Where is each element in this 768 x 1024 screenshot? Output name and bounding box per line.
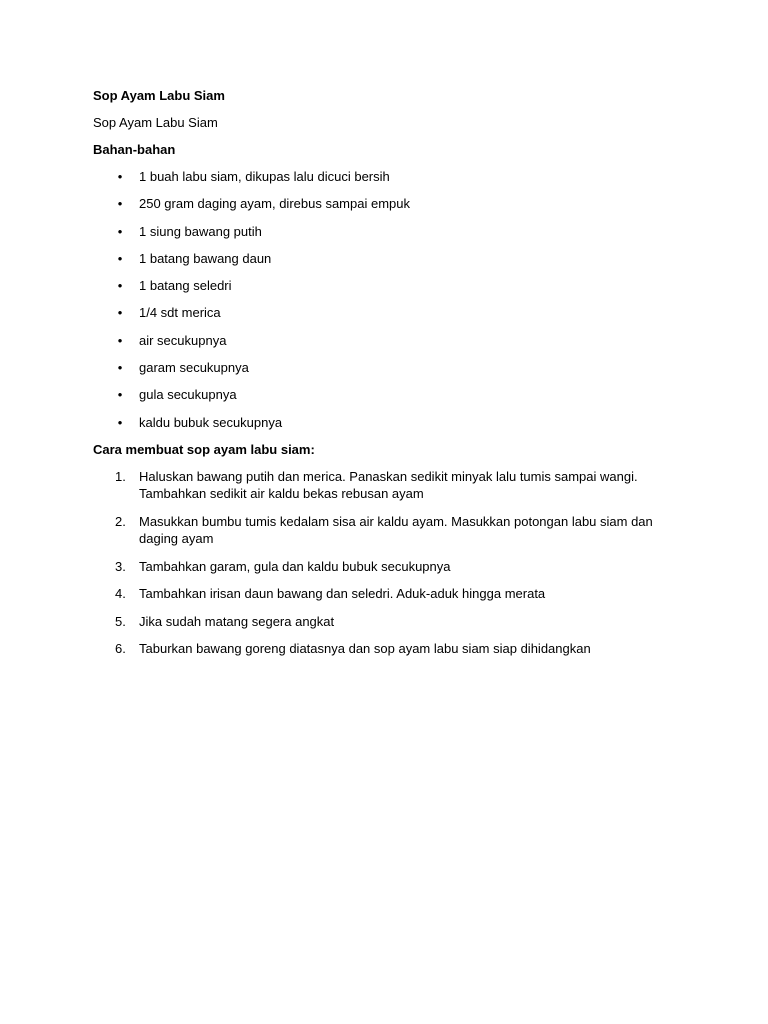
bullet-icon: •	[117, 332, 123, 348]
bullet-icon: •	[117, 169, 123, 184]
ingredient-item	[93, 359, 673, 376]
bullet-icon: •	[117, 278, 123, 294]
bullet-icon: •	[117, 387, 123, 403]
step-item	[93, 468, 673, 503]
step-text: Taburkan bawang goreng diatasnya dan sop ayam labu siam siap dihidangkan	[139, 641, 591, 657]
method-heading: Cara membuat sop ayam labu siam:	[93, 441, 315, 457]
ingredient-item	[93, 414, 673, 431]
ingredient-item	[93, 195, 673, 212]
step-number: 3.	[115, 558, 126, 574]
document-subtitle: Sop Ayam Labu Siam	[93, 115, 218, 130]
ingredient-text: kaldu bubuk secukupnya	[139, 414, 283, 430]
ingredient-text: garam secukupnya	[139, 360, 249, 376]
ingredient-item	[93, 332, 673, 349]
ingredient-text: 1/4 sdt merica	[139, 305, 221, 321]
ingredient-text: 1 batang bawang daun	[139, 250, 272, 266]
step-number: 5.	[115, 613, 126, 629]
step-number: 1.	[115, 468, 126, 484]
step-text: Masukkan bumbu tumis kedalam sisa air kaldu ayam. Masukkan potongan labu siam dan daging ayam	[139, 513, 653, 547]
ingredient-item	[93, 250, 673, 267]
step-item	[93, 640, 673, 658]
step-item	[93, 513, 673, 548]
ingredient-text: gula secukupnya	[139, 387, 237, 403]
step-item	[93, 585, 673, 603]
ingredient-item	[93, 223, 673, 240]
step-text: Tambahkan garam, gula dan kaldu bubuk secukupnya	[139, 558, 451, 574]
steps-list	[93, 468, 673, 658]
ingredient-item	[93, 386, 673, 403]
step-item	[93, 558, 673, 576]
ingredient-item	[93, 277, 673, 294]
step-text: Haluskan bawang putih dan merica. Panaskan sedikit minyak lalu tumis sampai wangi. Tambahkan sedikit air kaldu bekas rebusan ayam	[139, 468, 638, 502]
ingredient-text: air secukupnya	[139, 332, 227, 348]
bullet-icon: •	[117, 196, 123, 212]
bullet-icon: •	[117, 250, 123, 266]
document-body	[93, 87, 673, 668]
step-number: 2.	[115, 513, 126, 529]
bullet-icon: •	[117, 414, 123, 430]
step-item	[93, 613, 673, 631]
ingredient-item	[93, 304, 673, 321]
document-title: Sop Ayam Labu Siam	[93, 88, 225, 103]
step-text: Jika sudah matang segera angkat	[139, 613, 335, 629]
ingredients-list	[93, 168, 673, 431]
ingredients-heading: Bahan-bahan	[93, 142, 176, 157]
step-number: 4.	[115, 586, 126, 602]
ingredient-text: 250 gram daging ayam, direbus sampai empuk	[139, 196, 410, 212]
ingredient-item	[93, 168, 673, 185]
ingredient-text: 1 siung bawang putih	[139, 223, 262, 239]
ingredient-text: 1 buah labu siam, dikupas lalu dicuci bersih	[139, 169, 390, 184]
ingredient-text: 1 batang seledri	[139, 278, 232, 294]
bullet-icon: •	[117, 305, 123, 321]
bullet-icon: •	[117, 223, 123, 239]
step-number: 6.	[115, 641, 126, 657]
step-text: Tambahkan irisan daun bawang dan seledri. Aduk-aduk hingga merata	[139, 586, 546, 602]
bullet-icon: •	[117, 360, 123, 376]
